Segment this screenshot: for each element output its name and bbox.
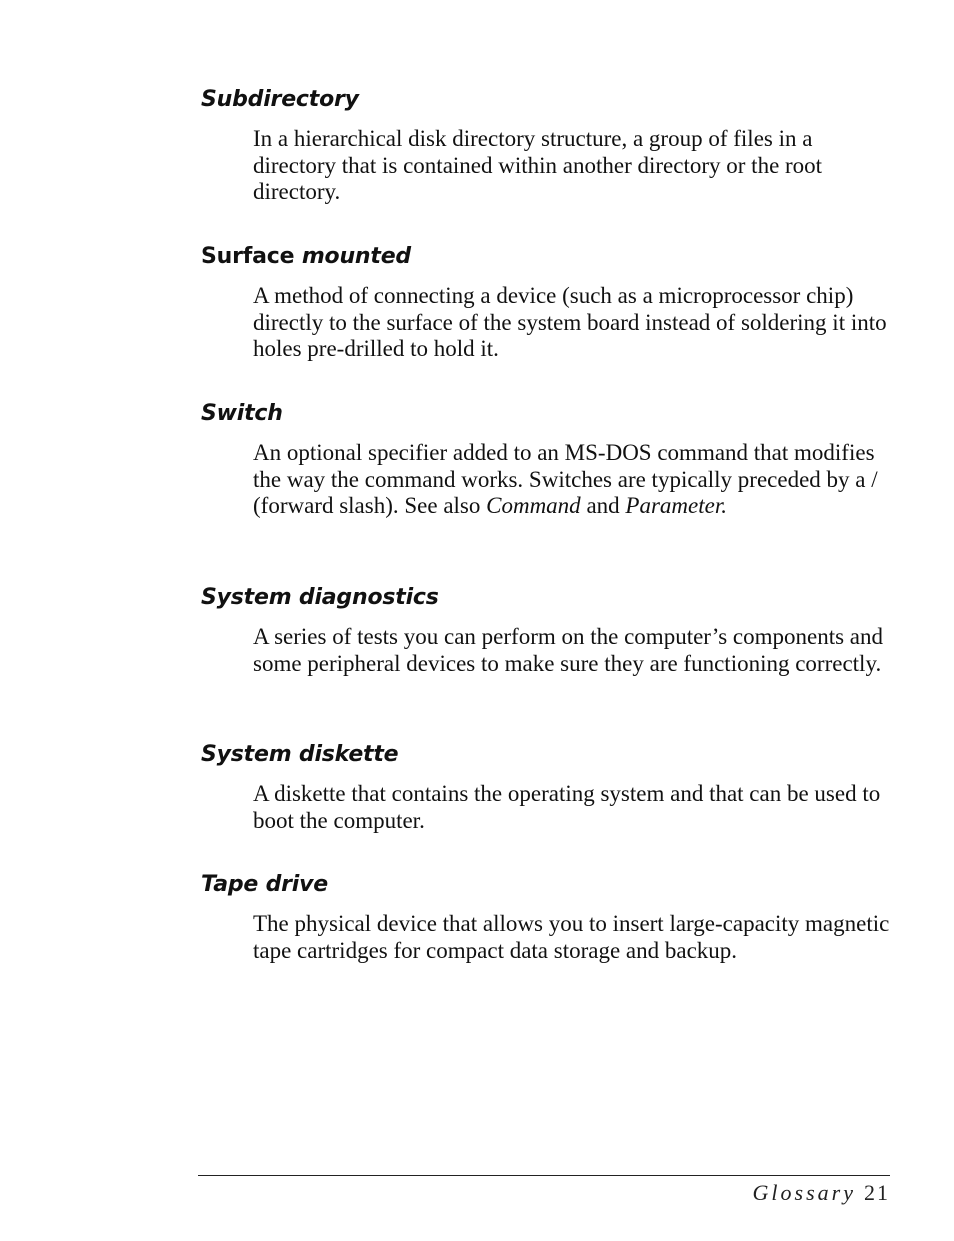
cross-reference-parameter: Parameter.	[625, 493, 727, 518]
term-heading: Switch	[201, 401, 283, 426]
term-definition: In a hierarchical disk directory structure, a group of files in a directory that is contained within another directory or the root directory.	[253, 126, 823, 204]
term-definition: A diskette that contains the operating system and that can be used to boot the computer.	[253, 781, 881, 833]
term-heading: System diagnostics	[201, 585, 439, 610]
term-definition: A method of connecting a device (such as a microprocessor chip) directly to the surface of the system board instead of soldering it into holes pre-drilled to hold it.	[253, 283, 887, 361]
term-heading-second-word: mounted	[301, 244, 411, 269]
definition-conjunction: and	[586, 493, 620, 518]
term-definition: A series of tests you can perform on the computer’s components and some peripheral devices to make sure they are functioning correctly.	[253, 624, 884, 676]
glossary-entry-tape-drive	[201, 872, 891, 964]
glossary-entry-system-diagnostics	[201, 585, 891, 677]
glossary-entry-switch	[201, 401, 891, 520]
term-heading: System diskette	[201, 742, 399, 767]
term-heading-first-word: Surface	[201, 244, 295, 269]
term-heading	[201, 244, 891, 270]
footer-section-title: Glossary	[752, 1180, 856, 1205]
footer-divider	[198, 1175, 890, 1176]
page-number: 21	[864, 1180, 890, 1205]
glossary-entry-surface-mounted	[201, 244, 891, 363]
glossary-entry-subdirectory	[201, 87, 891, 206]
term-heading: Subdirectory	[201, 87, 359, 112]
page-footer	[753, 1180, 890, 1206]
cross-reference-command: Command	[486, 493, 581, 518]
definition-text: An optional specifier added to an MS-DOS command that modifies the way the command works. Switches are typically preceded by a / (forward slash). See also	[253, 440, 878, 518]
term-definition	[253, 440, 893, 520]
glossary-entry-system-diskette	[201, 742, 891, 834]
term-definition: The physical device that allows you to insert large-capacity magnetic tape cartridges for compact data storage and backup.	[253, 911, 890, 963]
term-heading: Tape drive	[201, 872, 328, 897]
